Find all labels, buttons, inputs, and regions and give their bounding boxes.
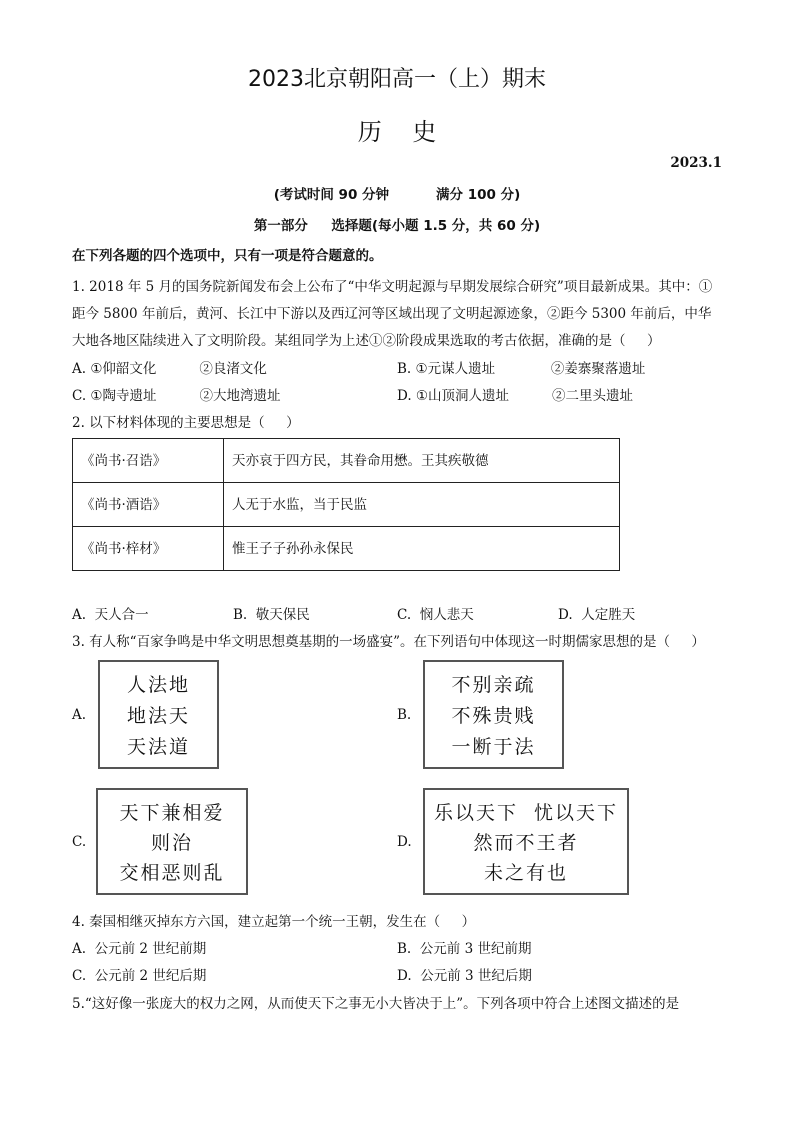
- q2-option-d[interactable]: D. 人定胜天: [558, 607, 636, 623]
- q3-option-a-box[interactable]: [98, 660, 219, 769]
- source-cell: 《尚书·召诰》: [73, 439, 224, 483]
- quote-line: 交相恶则乱: [119, 862, 225, 885]
- part-title: 第一部分 选择题(每小题 1.5 分，共 60 分): [253, 218, 541, 234]
- source-cell: 《尚书·酒诰》: [73, 483, 224, 527]
- q2-option-a[interactable]: A. 天人合一: [72, 607, 149, 623]
- exam-date: 2023.1: [670, 155, 722, 171]
- quote-cell: 天亦哀于四方民，其眷命用懋。王其疾敬德: [224, 439, 620, 483]
- quote-cell: 惟王子子孙孙永保民: [224, 527, 620, 571]
- q4-option-c[interactable]: C. 公元前 2 世纪后期: [72, 968, 207, 984]
- q4-option-b[interactable]: B. 公元前 3 世纪前期: [397, 941, 532, 957]
- q3-option-d-box[interactable]: [423, 788, 629, 895]
- q1-option-c[interactable]: C. ①陶寺遗址 ②大地湾遗址: [72, 388, 281, 404]
- table-row: [73, 527, 620, 571]
- q4-option-a[interactable]: A. 公元前 2 世纪前期: [72, 941, 207, 957]
- quote-line: 地法天: [126, 705, 190, 727]
- q1-option-b[interactable]: B. ①元谋人遗址 ②姜寨聚落遗址: [397, 361, 646, 377]
- q1-stem-line1: 1. 2018 年 5 月的国务院新闻发布会上公布了“中华文明起源与早期发展综合研究”项目最新成果。其中：①: [72, 279, 713, 295]
- q3-option-b-label[interactable]: B.: [397, 707, 412, 723]
- q5-stem: 5.“这好像一张庞大的权力之网，从而使天下之事无小大皆决于上”。下列各项中符合上述图文描述的是: [72, 996, 680, 1012]
- exam-info: (考试时间 90 分钟 满分 100 分): [273, 187, 521, 203]
- table-row: [73, 439, 620, 483]
- q1-stem-line2: 距今 5800 年前后，黄河、长江中下游以及西辽河等区域出现了文明起源迹象，②距今 5300 年前后，中华: [72, 306, 712, 322]
- q1-option-d[interactable]: D. ①山顶洞人遗址 ②二里头遗址: [397, 388, 633, 404]
- q1-stem-line3: 大地各地区陆续进入了文明阶段。某组同学为上述①②阶段成果选取的考古依据，准确的是（ ）: [72, 333, 661, 349]
- q4-option-d[interactable]: D. 公元前 3 世纪后期: [397, 968, 532, 984]
- table-row: [73, 483, 620, 527]
- q3-option-c-label[interactable]: C.: [72, 834, 87, 850]
- q3-option-c-box[interactable]: [96, 788, 248, 895]
- source-cell: 《尚书·梓材》: [73, 527, 224, 571]
- q4-stem: 4. 秦国相继灭掉东方六国，建立起第一个统一王朝，发生在（ ）: [72, 914, 476, 930]
- exam-title: 2023北京朝阳高一（上）期末: [248, 67, 546, 92]
- quote-line: 未之有也: [483, 862, 568, 885]
- q3-stem: 3. 有人称“百家争鸣是中华文明思想奠基期的一场盛宴”。在下列语句中体现这一时期儒家思想的是（ ）: [72, 634, 705, 650]
- q3-option-d-label[interactable]: D.: [397, 834, 412, 850]
- quote-line: 一断于法: [451, 736, 536, 758]
- quote-line: 不殊贵贱: [451, 705, 536, 727]
- quote-line: 人法地: [126, 674, 190, 696]
- q2-option-b[interactable]: B. 敬天保民: [233, 607, 310, 623]
- quote-line: 然而不王者: [473, 831, 579, 854]
- quote-line: 则治: [150, 831, 193, 854]
- q2-stem: 2. 以下材料体现的主要思想是（ ）: [72, 415, 300, 431]
- q2-option-c[interactable]: C. 悯人悲天: [397, 607, 474, 623]
- quote-line: 天法道: [126, 736, 190, 758]
- quote-line: 不别亲疏: [451, 674, 536, 696]
- quote-cell: 人无于水监，当于民监: [224, 483, 620, 527]
- q3-option-b-box[interactable]: [423, 660, 564, 769]
- q3-option-a-label[interactable]: A.: [72, 707, 87, 723]
- quote-line: 天下兼相爱: [119, 801, 225, 824]
- quote-line: 乐以天下 忧以天下: [433, 801, 619, 824]
- q1-option-a[interactable]: A. ①仰韶文化 ②良渚文化: [72, 361, 267, 377]
- q2-source-table: [72, 438, 620, 571]
- subject-title: 历 史: [357, 118, 437, 146]
- instruction: 在下列各题的四个选项中，只有一项是符合题意的。: [72, 248, 383, 264]
